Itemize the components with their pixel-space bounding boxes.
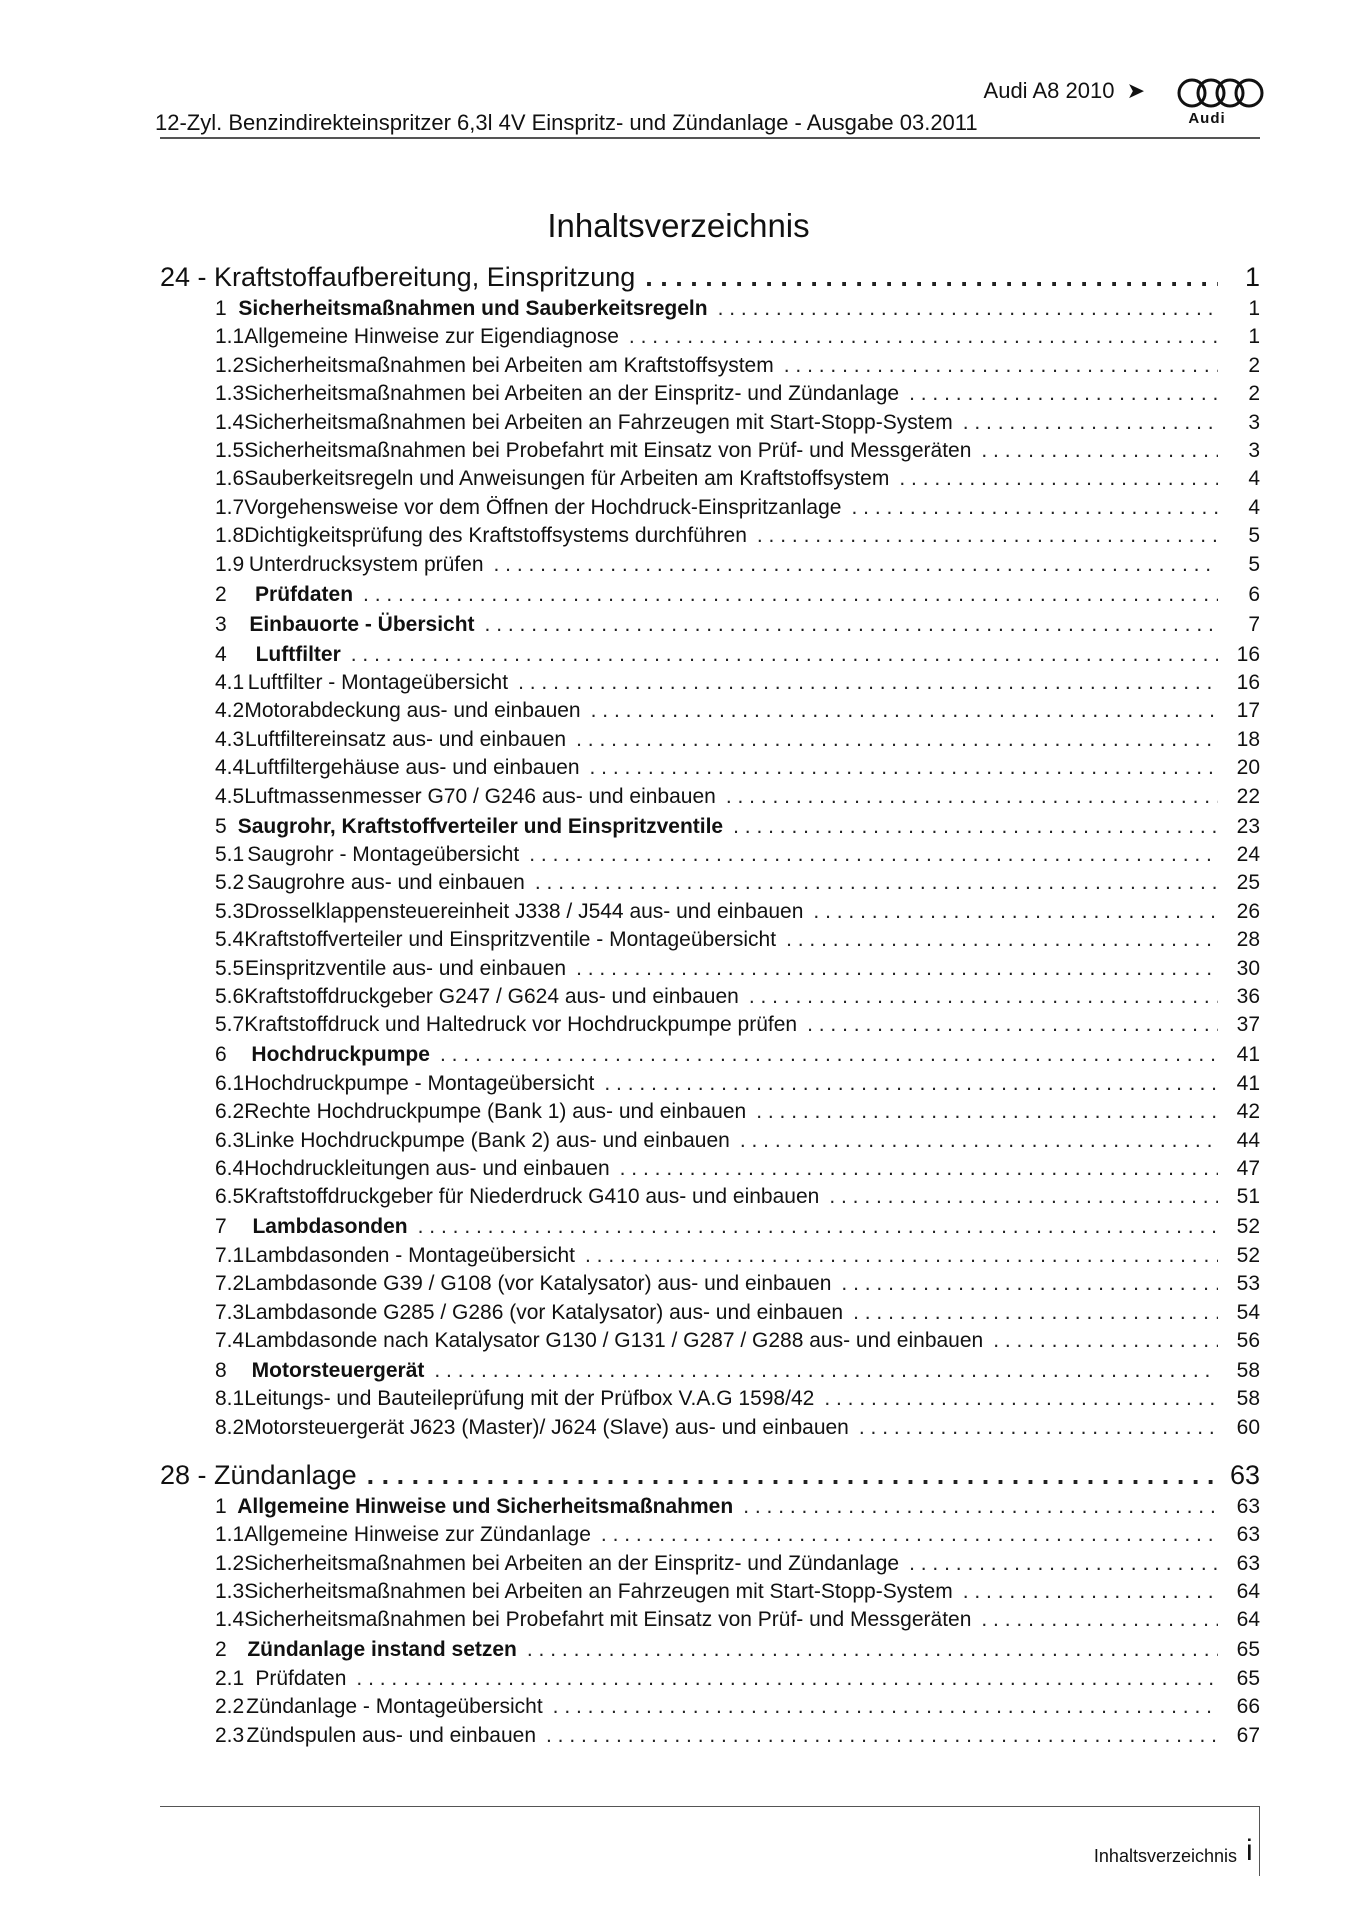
toc-chapter[interactable] [160,1460,1260,1491]
toc-title: Luftfilter - Montageübersicht [247,671,509,694]
dot-leader [601,1523,1218,1547]
toc-number: 4.3 [215,727,245,751]
toc-page-number: 1 [1248,297,1260,320]
dot-leader [645,262,1218,293]
arrow-icon: ➤ [1126,78,1145,103]
toc-title: Saugrohr, Kraftstoffverteiler und Einspritzventile [237,814,724,838]
toc-number: 8 [215,1359,227,1382]
toc-number: 5 [215,814,227,838]
toc-page-number: 5 [1248,524,1260,548]
toc-number: 1.4 [215,1608,245,1632]
toc-title: Kraftstoffverteiler und Einspritzventile - Montageübersicht [244,928,777,952]
footer-page-number: i [1246,1834,1253,1867]
logo-wordmark: Audi [1188,110,1226,127]
toc-number: 6.4 [215,1157,245,1180]
toc-item[interactable] [160,756,1260,780]
toc-page-number: 6 [1248,582,1260,606]
toc-item[interactable] [160,1724,1260,1748]
toc-title: Allgemeine Hinweise zur Eigendiagnose [244,325,619,349]
toc-number: 2.1 [215,1666,245,1690]
dot-leader [963,411,1218,435]
toc-number: 2.2 [215,1695,245,1719]
toc-page-number: 24 [1236,843,1260,866]
toc-section[interactable] [160,1215,1260,1239]
toc-section[interactable] [160,583,1260,607]
toc-title: Luftfiltergehäuse aus- und einbauen [244,756,580,780]
toc-number: 3 [215,612,227,636]
dot-leader [859,1416,1218,1440]
toc-item[interactable] [160,1185,1260,1209]
toc-number: 4.1 [215,671,245,694]
toc-number: 6.3 [215,1128,245,1152]
dot-leader [546,1724,1218,1748]
toc-number: 1 [215,297,227,320]
dot-leader [757,524,1218,548]
dot-leader [993,1329,1218,1353]
toc-number: 1 [215,1494,227,1518]
dot-leader [620,1157,1218,1181]
footer-label: Inhaltsverzeichnis [1093,1846,1237,1866]
toc-title: Sicherheitsmaßnahmen bei Arbeiten an Fahrzeugen mit Start-Stopp-System [244,1580,953,1603]
dot-leader [963,1580,1218,1604]
toc-page-number: 47 [1236,1157,1260,1180]
dot-leader [981,1608,1218,1632]
toc-title: Lambdasonde nach Katalysator G130 / G131 / G287 / G288 aus- und einbauen [244,1329,984,1352]
toc-item[interactable] [160,382,1260,406]
toc-number: 2 [215,1638,227,1662]
toc-item[interactable] [160,1580,1260,1604]
toc-title: Zündanlage instand setzen [247,1638,517,1662]
toc-title: Vorgehensweise vor dem Öffnen der Hochdruck-Einspritzanlage [244,495,842,519]
toc-item[interactable] [160,467,1260,491]
toc-item[interactable] [160,354,1260,378]
toc-title: Motorabdeckung aus- und einbauen [244,699,581,723]
toc-title: Kraftstoffdruck und Haltedruck vor Hochdruckpumpe prüfen [244,1013,798,1037]
toc-page-number: 63 [1236,1494,1260,1518]
toc-page-number: 2 [1248,382,1260,406]
toc-item[interactable] [160,439,1260,463]
toc-title: Hochdruckpumpe - Montageübersicht [244,1071,595,1095]
toc-page-number: 4 [1248,495,1260,519]
toc-title: Luftfilter [255,642,341,666]
toc-page-number: 25 [1236,871,1260,895]
toc-title: Saugrohre aus- und einbauen [246,871,525,895]
toc-number: 1.1 [215,1523,245,1547]
toc-number: 1.3 [215,382,245,406]
toc-page-number: 54 [1236,1300,1260,1324]
toc-title: Lambdasonde G285 / G286 (vor Katalysator) aus- und einbauen [244,1300,844,1324]
dot-leader [829,1185,1218,1209]
toc-title: Kraftstoffdruckgeber für Niederdruck G410 aus- und einbauen [244,1185,820,1209]
toc-number: 1.8 [215,524,245,548]
toc-page-number: 30 [1236,956,1260,980]
toc-item[interactable] [160,1157,1260,1181]
toc-page-number: 7 [1248,612,1260,636]
toc-item[interactable] [160,1667,1260,1691]
toc-title: Sauberkeitsregeln und Anweisungen für Arbeiten am Kraftstoffsystem [244,467,890,491]
toc-page-number: 16 [1236,642,1260,666]
toc-title: Linke Hochdruckpumpe (Bank 2) aus- und einbauen [244,1128,730,1152]
toc-number: 2.3 [215,1723,245,1747]
toc-title: Zündanlage - Montageübersicht [246,1695,543,1719]
toc-title: Saugrohr - Montageübersicht [247,843,520,866]
dot-leader [851,496,1218,520]
toc-title: Motorsteuergerät [251,1359,425,1382]
toc-title: Drosselklappensteuereinheit J338 / J544 aus- und einbauen [244,899,804,923]
toc-number: 1.2 [215,1551,245,1575]
toc-item[interactable] [160,1100,1260,1124]
toc-item[interactable] [160,524,1260,548]
toc-item[interactable] [160,728,1260,752]
toc-item[interactable] [160,699,1260,723]
dot-leader [604,1072,1218,1096]
toc-number: 2 [215,582,227,606]
dot-leader [535,871,1218,895]
toc-item[interactable] [160,1695,1260,1719]
toc-section[interactable] [160,1495,1260,1519]
toc-page-number: 63 [1236,1523,1260,1547]
dot-leader [899,467,1218,491]
toc-item[interactable] [160,1552,1260,1576]
toc-number: 4.4 [215,756,245,780]
toc-page-number: 65 [1236,1638,1260,1662]
toc-number: 7.1 [215,1243,245,1267]
toc-title: Prüfdaten [255,582,354,606]
toc-number: 8.1 [215,1387,245,1411]
dot-leader [824,1387,1218,1411]
toc-number: 4 [215,642,227,666]
toc-page-number: 36 [1236,985,1260,1008]
toc-number: 5.6 [215,985,245,1008]
toc-page-number: 63 [1236,1551,1260,1575]
toc-title: Einspritzventile aus- und einbauen [245,956,567,980]
toc-number: 6 [215,1043,227,1067]
toc-page-number: 23 [1236,814,1260,838]
toc-title: Sicherheitsmaßnahmen bei Probefahrt mit Einsatz von Prüf- und Messgeräten [244,439,972,462]
toc-page-number: 3 [1248,439,1260,462]
toc-number: 5.1 [215,843,245,866]
dot-leader [591,699,1218,723]
dot-leader [813,900,1218,924]
toc-title: Allgemeine Hinweise zur Zündanlage [244,1523,591,1547]
toc-title: 24 - Kraftstoffaufbereitung, Einspritzung [160,262,636,292]
toc-page-number: 65 [1236,1666,1260,1690]
dot-leader [743,1495,1218,1519]
dot-leader [527,1638,1218,1662]
toc-item[interactable] [160,1244,1260,1268]
toc-title: Lambdasonden - Montageübersicht [244,1243,576,1267]
dot-leader [553,1695,1218,1719]
toc-title: Luftfiltereinsatz aus- und einbauen [245,727,567,751]
toc-page-number: 20 [1236,756,1260,780]
toc-number: 6.1 [215,1071,245,1095]
toc-title: Sicherheitsmaßnahmen bei Arbeiten am Kraftstoffsystem [244,353,774,377]
toc-page-number: 44 [1236,1128,1260,1152]
toc-item[interactable] [160,553,1260,577]
toc-number: 6.2 [215,1100,245,1124]
toc-item[interactable] [160,1523,1260,1547]
dot-leader [853,1301,1218,1325]
toc-number: 1.2 [215,353,245,377]
toc-number: 7 [215,1215,227,1239]
toc-page-number: 22 [1236,784,1260,808]
toc-section[interactable] [160,613,1260,637]
toc-page-number: 67 [1236,1723,1260,1747]
toc-number: 6.5 [215,1185,245,1209]
toc-item[interactable] [160,1129,1260,1153]
dot-leader [351,643,1218,667]
toc-title: Hochdruckpumpe [251,1043,430,1067]
dot-leader [363,583,1218,607]
toc-item[interactable] [160,671,1260,695]
toc-title: Lambdasonden [252,1215,408,1239]
toc-number: 7.2 [215,1272,245,1296]
dot-leader [585,1244,1218,1268]
dot-leader [518,671,1218,695]
toc-page-number: 3 [1248,410,1260,434]
toc-page-number: 52 [1236,1243,1260,1267]
document-subtitle: 12-Zyl. Benzindirekteinspritzer 6,3l 4V Einspritz- und Zündanlage - Ausgabe 03.2011 [155,110,978,135]
toc-section[interactable] [160,1638,1260,1662]
toc-page-number: 63 [1229,1459,1260,1490]
header-divider [160,137,1260,139]
toc-number: 4.2 [215,699,245,723]
toc-page-number: 5 [1248,552,1260,576]
toc-title: Hochdruckleitungen aus- und einbauen [244,1157,610,1180]
audi-rings-icon [1175,76,1267,110]
toc-page-number: 1 [1244,262,1260,292]
toc-number: 4.5 [215,784,245,808]
toc-number: 8.2 [215,1415,245,1439]
toc-page-number: 4 [1248,467,1260,491]
toc-page-number: 17 [1236,699,1260,723]
toc-item[interactable] [160,1416,1260,1440]
toc-chapter[interactable] [160,262,1260,293]
toc-page-number: 64 [1236,1608,1260,1632]
toc-number: 1.9 [215,552,245,576]
toc-number: 7.3 [215,1300,245,1324]
toc-page-number: 26 [1236,899,1260,923]
toc-item[interactable] [160,785,1260,809]
toc-page-number: 1 [1248,325,1260,349]
toc-number: 5.2 [215,871,245,895]
toc-item[interactable] [160,985,1260,1009]
dot-leader [418,1215,1218,1239]
toc-item[interactable] [160,1387,1260,1411]
toc-title: Unterdrucksystem prüfen [248,552,484,576]
dot-leader [909,382,1218,406]
toc-item[interactable] [160,1329,1260,1353]
toc-section[interactable] [160,1359,1260,1383]
toc-number: 5.7 [215,1013,245,1037]
dot-leader [841,1272,1218,1296]
dot-leader [749,985,1218,1009]
dot-leader [440,1043,1218,1067]
footer-vertical-divider [1259,1806,1260,1876]
toc-item[interactable] [160,1013,1260,1037]
toc-item[interactable] [160,1301,1260,1325]
toc-item[interactable] [160,325,1260,349]
toc-page-number: 41 [1236,1043,1260,1067]
toc-item[interactable] [160,843,1260,867]
dot-leader [629,325,1218,349]
toc-title: Dichtigkeitsprüfung des Kraftstoffsystems durchführen [244,524,747,548]
toc-page-number: 52 [1236,1215,1260,1239]
dot-leader [726,785,1218,809]
toc-page-number: 53 [1236,1272,1260,1296]
toc-item[interactable] [160,1072,1260,1096]
toc-page-number: 56 [1236,1329,1260,1352]
toc-page-number: 66 [1236,1695,1260,1719]
footer-divider [160,1806,1260,1807]
toc-number: 1.3 [215,1580,245,1603]
dot-leader [784,354,1218,378]
model-name: Audi A8 2010 [983,78,1115,103]
toc-item[interactable] [160,496,1260,520]
dot-leader [494,553,1219,577]
toc-number: 5.5 [215,956,245,980]
toc-number: 7.4 [215,1329,245,1352]
toc-title: Einbauorte - Übersicht [249,612,475,636]
toc-title: Kraftstoffdruckgeber G247 / G624 aus- und einbauen [244,985,739,1008]
toc-section[interactable] [160,643,1260,667]
toc-title: Leitungs- und Bauteileprüfung mit der Prüfbox V.A.G 1598/42 [244,1387,815,1411]
toc-title: Prüfdaten [255,1666,347,1690]
toc-page-number: 64 [1236,1580,1260,1603]
toc-title: Rechte Hochdruckpumpe (Bank 1) aus- und einbauen [244,1100,747,1124]
toc-title: Sicherheitsmaßnahmen bei Arbeiten an der Einspritz- und Zündanlage [244,1551,900,1575]
toc-title: Sicherheitsmaßnahmen bei Arbeiten an Fahrzeugen mit Start-Stopp-System [244,410,953,434]
page-title: Inhaltsverzeichnis [547,207,810,245]
toc-item[interactable] [160,1608,1260,1632]
dot-leader [756,1100,1218,1124]
toc-title: Luftmassenmesser G70 / G246 aus- und einbauen [244,784,716,808]
toc-page-number: 42 [1236,1100,1260,1124]
toc-number: 5.3 [215,899,245,923]
dot-leader [909,1552,1218,1576]
toc-page-number: 2 [1248,353,1260,377]
toc-title: Sicherheitsmaßnahmen bei Probefahrt mit Einsatz von Prüf- und Messgeräten [244,1608,972,1632]
toc-item[interactable] [160,411,1260,435]
dot-leader [529,843,1218,867]
toc-title: Sicherheitsmaßnahmen bei Arbeiten an der Einspritz- und Zündanlage [244,382,900,406]
audi-logo [1175,76,1275,131]
model-line [984,78,1145,104]
toc-page-number: 51 [1236,1185,1260,1209]
dot-leader [434,1359,1218,1383]
toc-number: 5.4 [215,928,245,952]
dot-leader [367,1460,1218,1491]
toc-title: Sicherheitsmaßnahmen und Sauberkeitsregeln [238,297,708,320]
toc-item[interactable] [160,871,1260,895]
toc-page-number: 28 [1236,928,1260,952]
dot-leader [981,439,1218,463]
toc-page-number: 41 [1236,1071,1260,1095]
dot-leader [740,1129,1218,1153]
toc-number: 1.1 [215,325,245,349]
dot-leader [590,756,1218,780]
toc-page-number: 18 [1236,727,1260,751]
toc-item[interactable] [160,900,1260,924]
toc-section[interactable] [160,1043,1260,1067]
toc-number: 1.5 [215,439,245,462]
dot-leader [807,1013,1218,1037]
dot-leader [786,928,1218,952]
toc-title: Zündspulen aus- und einbauen [246,1723,537,1747]
toc-title: 28 - Zündanlage [160,1459,357,1490]
dot-leader [576,957,1218,981]
toc-number: 1.6 [215,467,245,491]
toc-page-number: 37 [1236,1013,1260,1037]
dot-leader [576,728,1218,752]
toc-title: Lambdasonde G39 / G108 (vor Katalysator) aus- und einbauen [244,1272,832,1296]
toc-number: 1.4 [215,410,245,434]
toc-item[interactable] [160,957,1260,981]
toc-page-number: 60 [1236,1415,1260,1439]
toc-number: 1.7 [215,495,245,519]
toc-item[interactable] [160,1272,1260,1296]
dot-leader [718,297,1218,321]
toc-title: Motorsteuergerät J623 (Master)/ J624 (Slave) aus- und einbauen [244,1415,849,1439]
dot-leader [356,1667,1218,1691]
toc-page-number: 58 [1236,1387,1260,1411]
dot-leader [485,613,1218,637]
toc-title: Allgemeine Hinweise und Sicherheitsmaßnahmen [237,1494,734,1518]
toc-section[interactable] [160,297,1260,321]
toc-page-number: 58 [1236,1359,1260,1382]
toc-item[interactable] [160,928,1260,952]
dot-leader [733,815,1218,839]
toc-section[interactable] [160,815,1260,839]
toc-page-number: 16 [1236,671,1260,694]
